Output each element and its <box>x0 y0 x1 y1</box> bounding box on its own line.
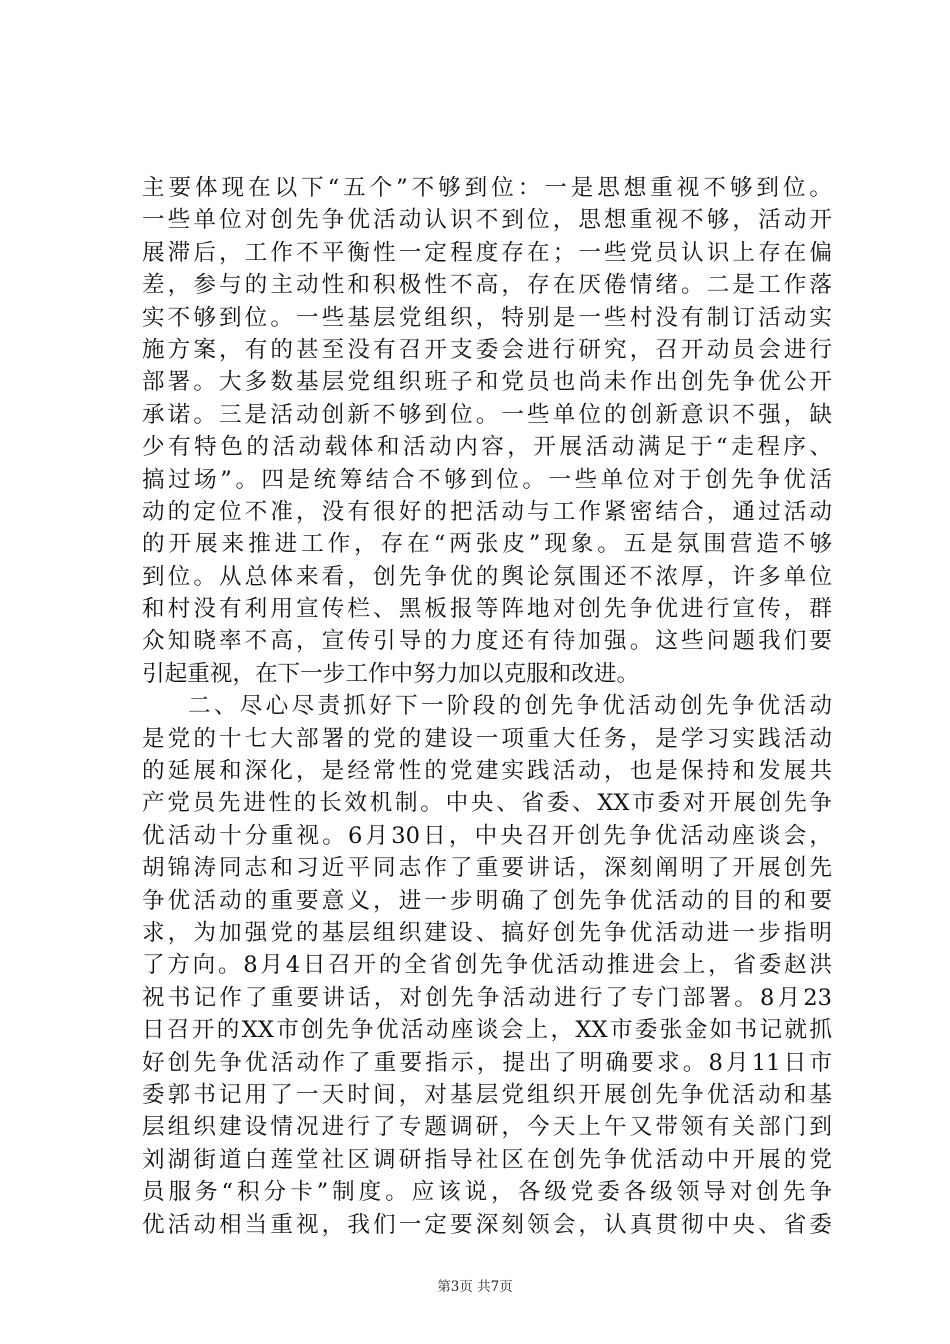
text-line: 一些单位对创先争优活动认识不到位，思想重视不够，活动开 <box>142 207 832 234</box>
page-footer <box>0 1278 950 1296</box>
body-text <box>142 172 832 1241</box>
text-line: 和村没有利用宣传栏、黑板报等阵地对创先争优进行宣传，群 <box>142 596 832 623</box>
text-line: 好创先争优活动作了重要指示，提出了明确要求。8月11日市 <box>142 1049 832 1076</box>
text-line: 承诺。三是活动创新不够到位。一些单位的创新意识不强，缺 <box>142 401 832 428</box>
text-line: 到位。从总体来看，创先争优的舆论氛围还不浓厚，许多单位 <box>142 563 832 590</box>
text-line: 员服务“积分卡”制度。应该说，各级党委各级领导对创先争 <box>142 1179 832 1206</box>
text-line: 搞过场”。四是统筹结合不够到位。一些单位对于创先争优活 <box>142 466 832 493</box>
text-line: 动的定位不准，没有很好的把活动与工作紧密结合，通过活动 <box>142 498 832 525</box>
text-line: 产党员先进性的长效机制。中央、省委、XX市委对开展创先争 <box>142 790 832 817</box>
page-number: 第3页 <box>437 1279 473 1295</box>
text-line: 胡锦涛同志和习近平同志作了重要讲话，深刻阐明了开展创先 <box>142 855 832 882</box>
page-total: 共7页 <box>477 1279 513 1295</box>
text-line: 层组织建设情况进行了专题调研，今天上午又带领有关部门到 <box>142 1114 832 1141</box>
text-line: 的延展和深化，是经常性的党建实践活动，也是保持和发展共 <box>142 758 832 785</box>
text-line: 的开展来推进工作，存在“两张皮”现象。五是氛围营造不够 <box>142 531 832 558</box>
text-line: 优活动十分重视。6月30日，中央召开创先争优活动座谈会， <box>142 822 832 849</box>
text-line: 争优活动的重要意义，进一步明确了创先争优活动的目的和要 <box>142 887 832 914</box>
text-line: 实不够到位。一些基层党组织，特别是一些村没有制订活动实 <box>142 304 832 331</box>
text-line: 刘湖街道白莲堂社区调研指导社区在创先争优活动中开展的党 <box>142 1146 832 1173</box>
text-line: 施方案，有的甚至没有召开支委会进行研究，召开动员会进行 <box>142 336 832 363</box>
text-line: 主要体现在以下“五个”不够到位：一是思想重视不够到位。 <box>142 175 832 201</box>
text-line: 优活动相当重视，我们一定要深刻领会，认真贯彻中央、省委 <box>142 1211 832 1238</box>
text-line: 委郭书记用了一天时间，对基层党组织开展创先争优活动和基 <box>142 1081 832 1108</box>
text-line: 了方向。8月4日召开的全省创先争优活动推进会上，省委赵洪 <box>142 952 832 979</box>
text-line: 部署。大多数基层党组织班子和党员也尚未作出创先争优公开 <box>142 369 832 396</box>
text-line: 众知晓率不高，宣传引导的力度还有待加强。这些问题我们要 <box>142 628 832 655</box>
text-line: 日召开的XX市创先争优活动座谈会上，XX市委张金如书记就抓 <box>142 1017 832 1044</box>
text-line: 引起重视，在下一步工作中努力加以克服和改进。 <box>142 660 640 687</box>
section-heading-line: 二、尽心尽责抓好下一阶段的创先争优活动创先争优活动 <box>188 693 832 720</box>
text-line: 展滞后，工作不平衡性一定程度存在；一些党员认识上存在偏 <box>142 239 832 266</box>
text-line: 求，为加强党的基层组织建设、搞好创先争优活动进一步指明 <box>142 919 832 946</box>
text-line: 差，参与的主动性和积极性不高，存在厌倦情绪。二是工作落 <box>142 272 832 299</box>
text-line: 是党的十七大部署的党的建设一项重大任务，是学习实践活动 <box>142 725 832 752</box>
text-line: 少有特色的活动载体和活动内容，开展活动满足于“走程序、 <box>142 434 832 461</box>
text-line: 祝书记作了重要讲话，对创先争活动进行了专门部署。8月23 <box>142 984 832 1011</box>
